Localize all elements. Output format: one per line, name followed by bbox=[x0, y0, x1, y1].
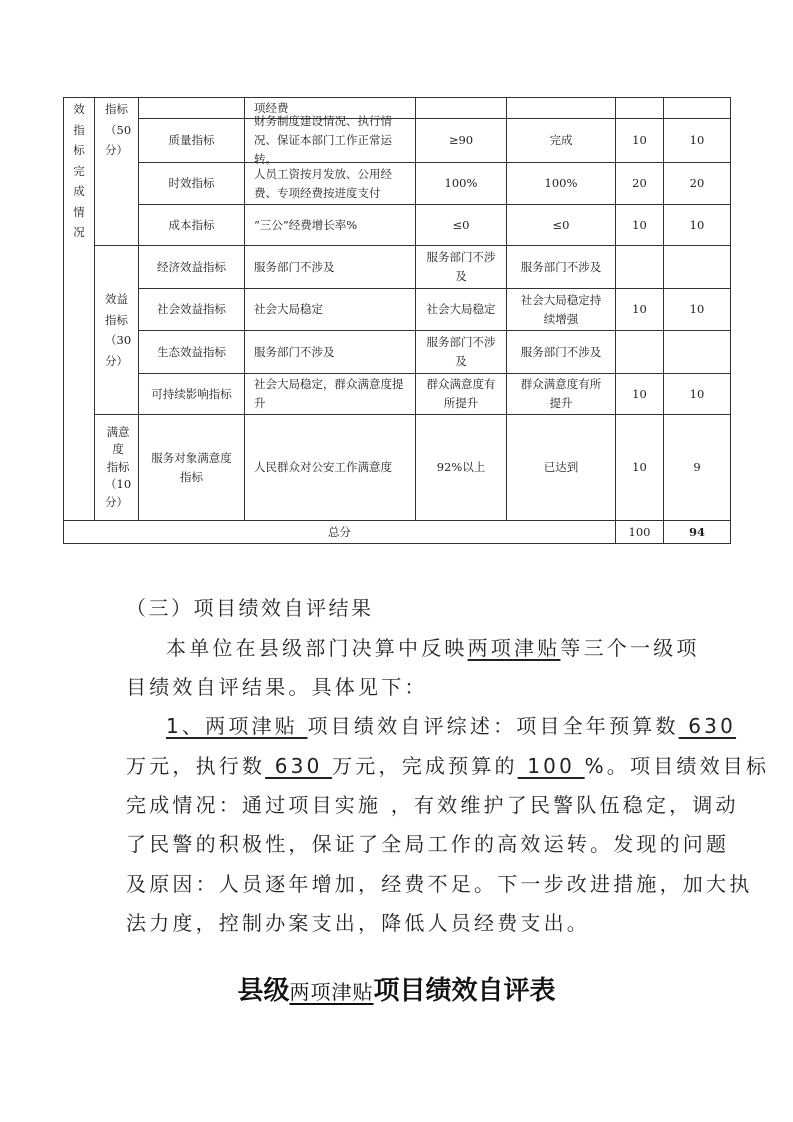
weight-cell bbox=[615, 330, 664, 374]
weight-cell bbox=[615, 245, 664, 289]
score-cell bbox=[663, 97, 731, 119]
score-cell: 10 bbox=[663, 118, 731, 163]
weight-cell bbox=[615, 97, 664, 119]
actual-cell: 服务部门不涉及 bbox=[506, 245, 616, 289]
benefit-group-line2: 指标 bbox=[105, 312, 128, 327]
actual-cell: ≤0 bbox=[506, 204, 616, 246]
indicator-cell: 社会效益指标 bbox=[138, 288, 245, 331]
score-cell bbox=[663, 245, 731, 289]
output-group-line2: （50 bbox=[105, 122, 132, 137]
actual-cell: 服务部门不涉及 bbox=[506, 330, 616, 374]
weight-cell: 10 bbox=[615, 288, 664, 331]
target-cell: 社会大局稳定 bbox=[415, 288, 507, 331]
indicator-cell: 生态效益指标 bbox=[138, 330, 245, 374]
weight-cell: 10 bbox=[615, 204, 664, 246]
intro-project: 两项津贴 bbox=[467, 636, 561, 660]
item-line-5: 及原因：人员逐年增加，经费不足。下一步改进措施，加大执 bbox=[126, 872, 753, 896]
actual-cell: 100% bbox=[506, 162, 616, 205]
content-cell: 社会大局稳定，群众满意度提升 bbox=[244, 373, 416, 415]
indicator-cell: 可持续影响指标 bbox=[138, 373, 245, 415]
target-cell: 群众满意度有所提升 bbox=[415, 373, 507, 415]
item-line-4: 了民警的积极性，保证了全局工作的高效运转。发现的问题 bbox=[126, 832, 730, 856]
target-cell: 服务部门不涉及 bbox=[415, 330, 507, 374]
form-title-project: 两项津贴 bbox=[289, 980, 374, 1004]
benefit-group-line4: 分） bbox=[105, 353, 128, 368]
indicator-cell: 经济效益指标 bbox=[138, 245, 245, 289]
section-heading: （三）项目绩效自评结果 bbox=[126, 596, 374, 620]
satisfaction-group-line4: （10 bbox=[105, 477, 132, 492]
content-cell: 社会大局稳定 bbox=[244, 288, 416, 331]
intro-part1: 本单位在县级部门决算中反映 bbox=[166, 636, 468, 660]
score-cell bbox=[663, 330, 731, 374]
content-cell: “三公”经费增长率% bbox=[244, 204, 416, 246]
target-cell: ≥90 bbox=[415, 118, 507, 163]
item-line-6: 法力度，控制办案支出，降低人员经费支出。 bbox=[126, 911, 590, 935]
item-text1: 项目绩效自评综述：项目全年预算数 bbox=[307, 714, 679, 738]
content-cell: 财务制度建设情况、执行情况、保证本部门工作正常运转。 bbox=[244, 118, 416, 163]
score-cell: 10 bbox=[663, 204, 731, 246]
item-line-1 bbox=[166, 710, 736, 739]
satisfaction-group-line3: 指标 bbox=[106, 459, 130, 474]
budget-value: 630 bbox=[678, 714, 737, 738]
content-cell: 项经费 bbox=[244, 97, 416, 119]
target-cell: ≤0 bbox=[415, 204, 507, 246]
weight-cell: 10 bbox=[615, 414, 664, 521]
actual-cell: 社会大局稳定持续增强 bbox=[506, 288, 616, 331]
item-label: 1、两项津贴 bbox=[166, 714, 308, 738]
weight-cell: 10 bbox=[615, 373, 664, 415]
output-group-line1: 指标 bbox=[105, 102, 128, 116]
score-cell: 10 bbox=[663, 288, 731, 331]
content-cell: 服务部门不涉及 bbox=[244, 330, 416, 374]
weight-cell: 20 bbox=[615, 162, 664, 205]
group-label: 效指标完成情况 bbox=[73, 102, 85, 239]
total-label: 总分 bbox=[63, 520, 616, 544]
unit1: 万元，执行数 bbox=[126, 754, 266, 778]
satisfaction-group-cell bbox=[94, 414, 139, 521]
score-cell: 9 bbox=[663, 414, 731, 521]
unit3: %。项目绩效目标 bbox=[584, 754, 770, 778]
form-title-suffix: 项目绩效自评表 bbox=[373, 976, 556, 1006]
intro-part2: 等三个一级项 bbox=[560, 636, 700, 660]
indicator-cell: 服务对象满意度指标 bbox=[138, 414, 245, 521]
item-line-2 bbox=[126, 750, 769, 779]
form-title-prefix: 县级 bbox=[237, 976, 290, 1006]
weight-cell: 10 bbox=[615, 118, 664, 163]
indicator-cell: 时效指标 bbox=[138, 162, 245, 205]
satisfaction-group-line2: 度 bbox=[112, 442, 124, 457]
target-cell bbox=[415, 97, 507, 119]
target-cell: 92%以上 bbox=[415, 414, 507, 521]
actual-cell: 群众满意度有所提升 bbox=[506, 373, 616, 415]
target-cell: 100% bbox=[415, 162, 507, 205]
total-weight: 100 bbox=[615, 520, 664, 544]
satisfaction-group-line1: 满意 bbox=[106, 424, 130, 439]
benefit-group-cell bbox=[94, 245, 139, 415]
total-score: 94 bbox=[663, 520, 731, 544]
group-label-cell bbox=[63, 97, 95, 521]
item-line-3: 完成情况：通过项目实施 ，有效维护了民警队伍稳定，调动 bbox=[126, 793, 739, 817]
intro-line-2: 目绩效自评结果。具体见下： bbox=[126, 675, 428, 699]
content-cell: 人员工资按月发放、公用经费、专项经费按进度支付 bbox=[244, 162, 416, 205]
content-cell: 服务部门不涉及 bbox=[244, 245, 416, 289]
benefit-group-line3: （30 bbox=[105, 333, 132, 347]
score-cell: 10 bbox=[663, 373, 731, 415]
target-cell: 服务部门不涉及 bbox=[415, 245, 507, 289]
score-cell: 20 bbox=[663, 162, 731, 205]
actual-cell: 完成 bbox=[506, 118, 616, 163]
form-title bbox=[0, 970, 793, 1007]
benefit-group-line1: 效益 bbox=[105, 292, 128, 306]
completion-value: 100 bbox=[517, 754, 585, 778]
actual-cell: 已达到 bbox=[506, 414, 616, 521]
actual-cell bbox=[506, 97, 616, 119]
indicator-cell: 质量指标 bbox=[138, 118, 245, 163]
satisfaction-group-line5: 分） bbox=[105, 494, 128, 509]
indicator-cell bbox=[138, 97, 245, 119]
intro-line-1 bbox=[166, 632, 700, 661]
indicator-cell: 成本指标 bbox=[138, 204, 245, 246]
executed-value: 630 bbox=[265, 754, 333, 778]
output-group-line3: 分） bbox=[105, 143, 128, 157]
unit2: 万元，完成预算的 bbox=[332, 754, 518, 778]
output-group-cell bbox=[94, 97, 139, 246]
content-cell: 人民群众对公安工作满意度 bbox=[244, 414, 416, 521]
